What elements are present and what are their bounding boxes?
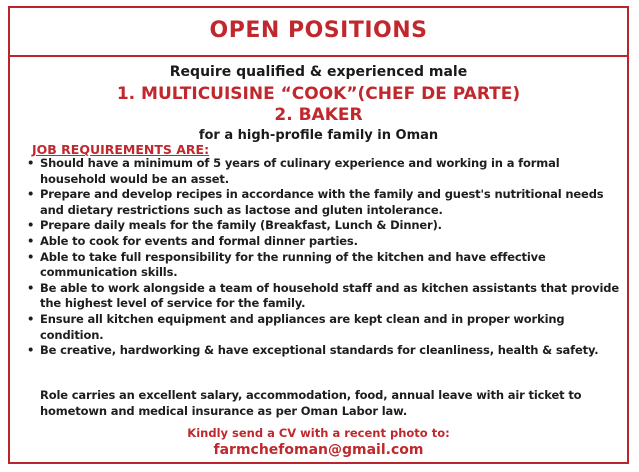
requirement-text: Able to cook for events and formal dinner parties. — [40, 233, 358, 248]
requirement-text: Prepare and develop recipes in accordance with the family and guest's nutritional needs and dietary restrictions such as lactose and gluten intolerance. — [40, 187, 604, 217]
bullet-icon: • — [27, 280, 35, 295]
requirement-text: Be creative, hardworking & have exceptional standards for cleanliness, health & safety. — [40, 343, 599, 358]
requirements-list — [24, 156, 620, 359]
requirement-item — [24, 281, 620, 312]
requirement-item — [24, 312, 620, 343]
bullet-icon: • — [27, 233, 35, 248]
requirement-text: Be able to work alongside a team of household staff and as kitchen assistants that provide the highest level of service for the family. — [40, 280, 620, 311]
subtitle: Require qualified & experienced male — [169, 64, 468, 80]
requirement-item — [24, 218, 620, 234]
title-divider — [10, 55, 627, 57]
job-posting-card — [8, 6, 629, 464]
page-title: OPEN POSITIONS — [209, 18, 428, 43]
bullet-icon: • — [27, 343, 35, 358]
requirement-item — [24, 250, 620, 281]
requirement-item — [24, 156, 620, 187]
bullet-icon: • — [27, 311, 35, 326]
requirement-text: Should have a minimum of 5 years of culinary experience and working in a formal household would be an asset. — [40, 156, 560, 186]
requirement-item — [24, 234, 620, 250]
position-baker: 2. BAKER — [274, 105, 363, 125]
bullet-icon: • — [27, 156, 35, 170]
apply-instructions: Kindly send a CV with a recent photo to: — [187, 426, 450, 440]
bullet-icon: • — [27, 187, 35, 202]
requirement-text: Ensure all kitchen equipment and appliances are kept clean and in proper working condition. — [40, 311, 565, 342]
requirement-item — [24, 343, 620, 359]
bullet-icon: • — [27, 218, 35, 233]
role-benefits-text: Role carries an excellent salary, accommodation, food, annual leave with air ticket to hometown and medical insurance as per Oman Labor law. — [40, 388, 582, 418]
requirements-heading: JOB REQUIREMENTS ARE: — [32, 142, 210, 157]
requirement-text: Prepare daily meals for the family (Breakfast, Lunch & Dinner). — [40, 218, 442, 233]
family-note: for a high-profile family in Oman — [198, 128, 439, 143]
bullet-icon: • — [27, 249, 35, 264]
position-cook: 1. MULTICUISINE “COOK”(CHEF DE PARTE) — [116, 84, 521, 104]
requirement-item — [24, 187, 620, 218]
contact-email[interactable]: farmchefoman@gmail.com — [213, 442, 424, 458]
requirement-text: Able to take full responsibility for the running of the kitchen and have effective communication skills. — [40, 249, 546, 280]
